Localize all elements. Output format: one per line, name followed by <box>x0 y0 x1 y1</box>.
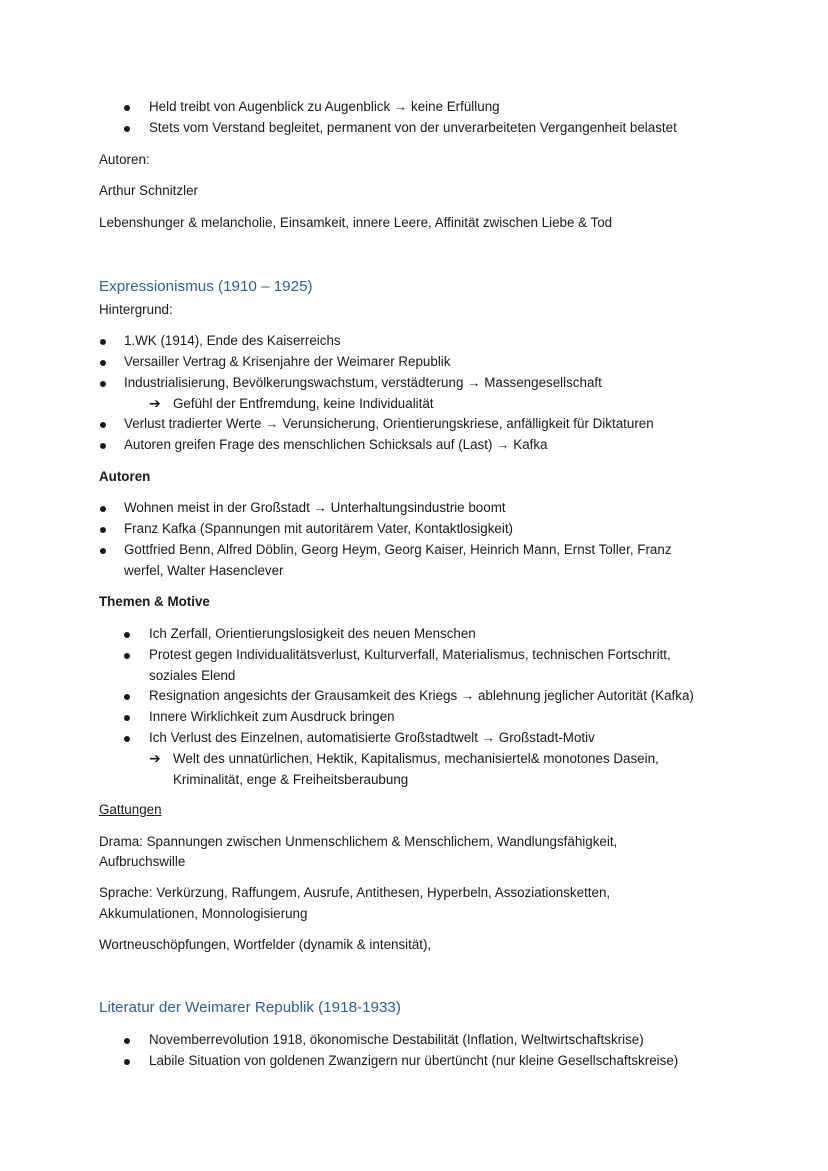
bullet-icon <box>100 339 106 345</box>
list-subitem: Gefühl der Entfremdung, keine Individualität <box>173 396 434 411</box>
bullet-icon <box>100 422 106 428</box>
author-name: Arthur Schnitzler <box>99 183 198 198</box>
bullet-icon <box>124 653 130 659</box>
section-heading: Expressionismus (1910 – 1925) <box>99 278 313 295</box>
bullet-icon <box>100 443 106 449</box>
drama-line: Drama: Spannungen zwischen Unmenschlichem & Menschlichem, Wandlungsfähigkeit, <box>99 834 618 849</box>
list-subitem: Welt des unnatürlichen, Hektik, Kapitalismus, mechanisiertel& monotones Dasein, <box>173 751 659 766</box>
sprache-line: Akkumulationen, Monnologisierung <box>99 906 308 921</box>
list-item: Stets vom Verstand begleitet, permanent von der unverarbeiteten Vergangenheit belastet <box>149 120 677 135</box>
bullet-icon <box>100 548 106 554</box>
list-item: Verlust tradierter Werte → Verunsicherung, Orientierungskriese, anfälligkeit für Diktaturen <box>124 416 654 431</box>
section-heading: Literatur der Weimarer Republik (1918-1933) <box>99 999 401 1016</box>
list-item: Autoren greifen Frage des menschlichen Schicksals auf (Last) → Kafka <box>124 437 548 452</box>
list-item: Resignation angesichts der Grausamkeit des Kriegs → ablehnung jeglicher Autorität (Kafka) <box>149 688 694 703</box>
list-item: Versailler Vertrag & Krisenjahre der Weimarer Republik <box>124 354 451 369</box>
list-subitem-continuation: Kriminalität, enge & Freiheitsberaubung <box>173 772 409 787</box>
drama-line: Aufbruchswille <box>99 854 186 869</box>
bullet-icon <box>124 715 130 721</box>
gattungen-heading: Gattungen <box>99 802 162 817</box>
bullet-icon <box>124 694 130 700</box>
bullet-icon <box>124 1038 130 1044</box>
themes-text: Lebenshunger & melancholie, Einsamkeit, innere Leere, Affinität zwischen Liebe & Tod <box>99 215 613 230</box>
bullet-icon <box>100 506 106 512</box>
authors-label: Autoren: <box>99 152 150 167</box>
list-item: Franz Kafka (Spannungen mit autoritärem Vater, Kontaktlosigkeit) <box>124 521 514 536</box>
list-item: Industrialisierung, Bevölkerungswachstum, verstädterung → Massengesellschaft <box>124 375 602 390</box>
bullet-icon <box>100 360 106 366</box>
bullet-icon <box>124 632 130 638</box>
arrow-right-icon: ➔ <box>149 750 161 766</box>
themen-heading: Themen & Motive <box>99 594 210 609</box>
bullet-icon <box>124 1059 130 1065</box>
list-item: Ich Verlust des Einzelnen, automatisierte Großstadtwelt → Großstadt-Motiv <box>149 730 595 745</box>
hintergrund-label: Hintergrund: <box>99 302 173 317</box>
sprache-line: Sprache: Verkürzung, Raffungem, Ausrufe, Antithesen, Hyperbeln, Assoziationsketten, <box>99 885 611 900</box>
bullet-icon <box>100 381 106 387</box>
autoren-heading: Autoren <box>99 469 151 484</box>
list-item-continuation: soziales Elend <box>149 668 236 683</box>
list-item: Protest gegen Individualitätsverlust, Kulturverfall, Materialismus, technischen Fortschritt, <box>149 647 671 662</box>
list-item: Wohnen meist in der Großstadt → Unterhaltungsindustrie boomt <box>124 500 506 515</box>
list-item: Ich Zerfall, Orientierungslosigkeit des neuen Menschen <box>149 626 476 641</box>
list-item: Innere Wirklichkeit zum Ausdruck bringen <box>149 709 395 724</box>
bullet-icon <box>100 527 106 533</box>
bullet-icon <box>124 736 130 742</box>
list-item: Novemberrevolution 1918, ökonomische Destabilität (Inflation, Weltwirtschaftskrise) <box>149 1032 644 1047</box>
list-item: Labile Situation von goldenen Zwanzigern nur übertüncht (nur kleine Gesellschaftskreise) <box>149 1053 679 1068</box>
list-item: 1.WK (1914), Ende des Kaiserreichs <box>124 333 341 348</box>
list-item: Gottfried Benn, Alfred Döblin, Georg Heym, Georg Kaiser, Heinrich Mann, Ernst Toller, Franz <box>124 542 672 557</box>
bullet-icon <box>124 126 130 132</box>
list-item-continuation: werfel, Walter Hasenclever <box>124 563 284 578</box>
bullet-icon <box>124 105 130 111</box>
list-item: Held treibt von Augenblick zu Augenblick → keine Erfüllung <box>149 99 500 114</box>
wortneuschoepfungen-line: Wortneuschöpfungen, Wortfelder (dynamik & intensität), <box>99 937 432 952</box>
arrow-right-icon: ➔ <box>149 395 161 411</box>
